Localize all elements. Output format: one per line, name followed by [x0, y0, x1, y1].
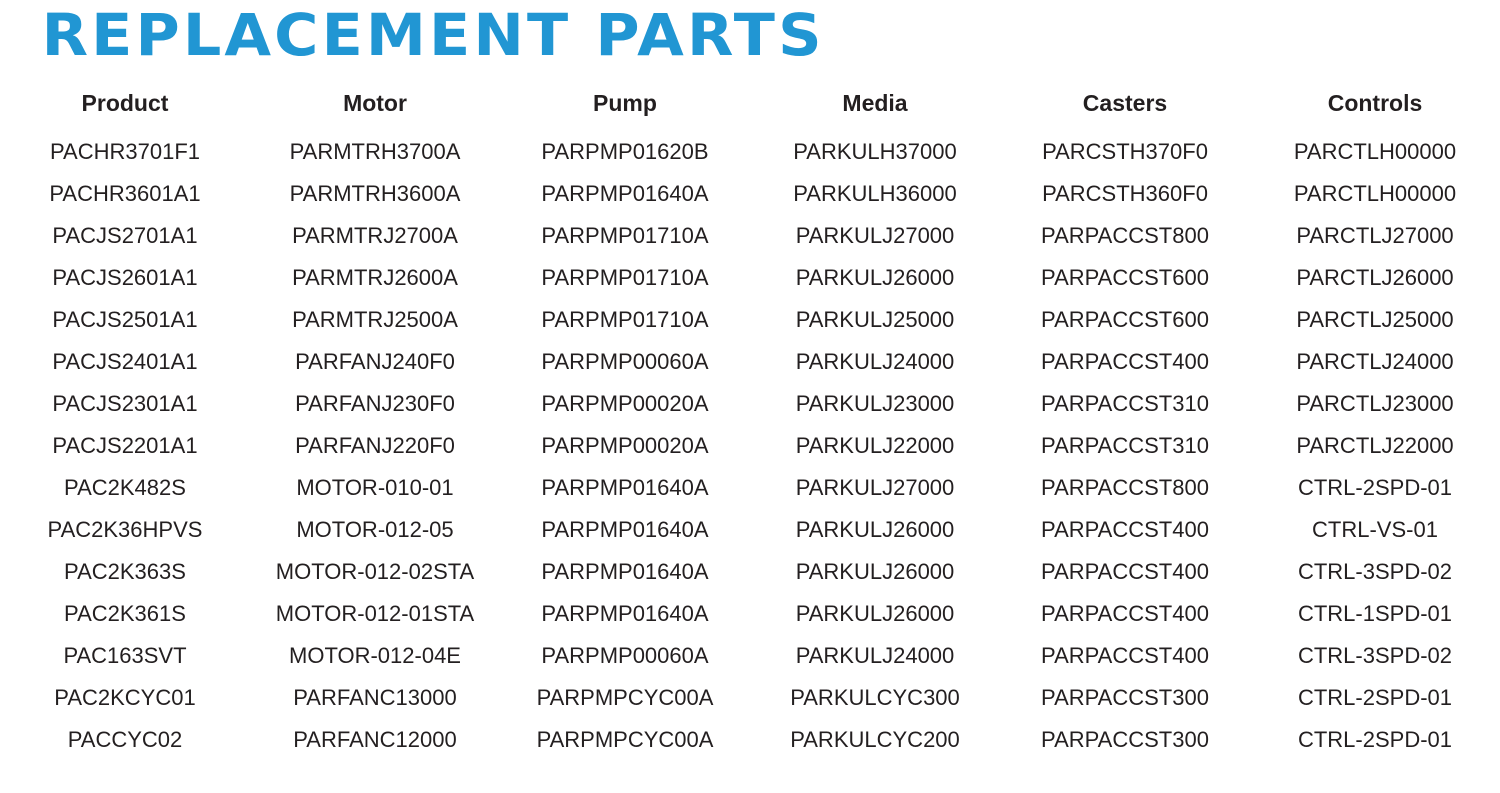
- cell-controls: PARCTLH00000: [1293, 181, 1457, 206]
- cell-motor: PARFANJ240F0: [295, 349, 455, 374]
- cell-product: PACJS2401A1: [52, 349, 198, 374]
- cell-casters: PARPACCST400: [1041, 559, 1209, 584]
- cell-controls: PARCTLJ27000: [1296, 223, 1454, 248]
- cell-casters: PARPACCST400: [1041, 601, 1209, 626]
- cell-casters: PARPACCST310: [1041, 433, 1209, 458]
- table-row: [0, 257, 1500, 299]
- table-row: [0, 215, 1500, 257]
- cell-motor: MOTOR-012-02STA: [275, 559, 475, 584]
- replacement-parts-table: [0, 84, 1500, 761]
- cell-motor: PARMTRJ2700A: [292, 223, 458, 248]
- cell-media: PARKULH36000: [793, 181, 957, 206]
- cell-product: PACJS2501A1: [52, 307, 198, 332]
- cell-product: PACJS2201A1: [52, 433, 198, 458]
- table-row: [0, 719, 1500, 761]
- cell-casters: PARPACCST400: [1041, 517, 1209, 542]
- cell-controls: PARCTLJ25000: [1296, 307, 1454, 332]
- cell-motor: PARFANJ220F0: [295, 433, 455, 458]
- cell-pump: PARPMPCYC00A: [536, 685, 714, 710]
- cell-controls: CTRL-1SPD-01: [1297, 601, 1453, 626]
- cell-pump: PARPMP01710A: [541, 307, 709, 332]
- cell-casters: PARPACCST400: [1041, 349, 1209, 374]
- table-row: [0, 131, 1500, 173]
- cell-pump: PARPMP00060A: [541, 349, 709, 374]
- cell-casters: PARCSTH370F0: [1042, 139, 1208, 164]
- cell-product: PACHR3701F1: [50, 139, 200, 164]
- cell-product: PACJS2601A1: [52, 265, 198, 290]
- column-header-controls: Controls: [1327, 90, 1423, 116]
- cell-media: PARKULJ24000: [795, 349, 955, 374]
- cell-motor: MOTOR-012-04E: [289, 643, 461, 668]
- cell-pump: PARPMP01640A: [541, 475, 709, 500]
- cell-casters: PARPACCST300: [1041, 685, 1209, 710]
- table-row: [0, 551, 1500, 593]
- cell-pump: PARPMP00020A: [541, 433, 709, 458]
- cell-media: PARKULJ25000: [795, 307, 955, 332]
- cell-product: PAC2K361S: [64, 601, 186, 626]
- table-row: [0, 299, 1500, 341]
- cell-motor: PARFANC12000: [293, 727, 457, 752]
- cell-media: PARKULJ26000: [795, 559, 955, 584]
- cell-controls: PARCTLJ24000: [1296, 349, 1454, 374]
- cell-pump: PARPMP00060A: [541, 643, 709, 668]
- cell-pump: PARPMP01640A: [541, 517, 709, 542]
- cell-product: PAC2KCYC01: [54, 685, 196, 710]
- cell-controls: CTRL-VS-01: [1312, 517, 1438, 542]
- cell-pump: PARPMP00020A: [541, 391, 709, 416]
- column-header-pump: Pump: [593, 90, 657, 116]
- cell-casters: PARPACCST400: [1041, 643, 1209, 668]
- cell-motor: PARMTRJ2600A: [292, 265, 458, 290]
- cell-controls: PARCTLJ26000: [1296, 265, 1454, 290]
- cell-media: PARKULH37000: [793, 139, 957, 164]
- cell-media: PARKULCYC200: [790, 727, 960, 752]
- cell-pump: PARPMP01710A: [541, 223, 709, 248]
- table-body: [0, 131, 1500, 761]
- cell-controls: CTRL-3SPD-02: [1297, 559, 1453, 584]
- table-row: [0, 383, 1500, 425]
- cell-pump: PARPMP01710A: [541, 265, 709, 290]
- cell-controls: PARCTLH00000: [1293, 139, 1457, 164]
- cell-casters: PARPACCST310: [1041, 391, 1209, 416]
- table-header-row: [0, 84, 1500, 131]
- cell-casters: PARCSTH360F0: [1042, 181, 1208, 206]
- cell-controls: CTRL-3SPD-02: [1297, 643, 1453, 668]
- cell-product: PACCYC02: [67, 727, 183, 752]
- cell-media: PARKULJ26000: [795, 601, 955, 626]
- cell-product: PACHR3601A1: [49, 181, 201, 206]
- table-row: [0, 635, 1500, 677]
- cell-motor: PARMTRJ2500A: [292, 307, 458, 332]
- cell-controls: PARCTLJ22000: [1296, 433, 1454, 458]
- table-row: [0, 173, 1500, 215]
- cell-controls: CTRL-2SPD-01: [1297, 685, 1453, 710]
- table-row: [0, 677, 1500, 719]
- column-header-media: Media: [842, 90, 908, 116]
- cell-media: PARKULJ27000: [795, 475, 955, 500]
- cell-media: PARKULCYC300: [790, 685, 960, 710]
- cell-motor: PARMTRH3600A: [289, 181, 461, 206]
- cell-motor: MOTOR-010-01: [296, 475, 454, 500]
- table-row: [0, 341, 1500, 383]
- cell-motor: MOTOR-012-01STA: [275, 601, 475, 626]
- cell-product: PACJS2301A1: [52, 391, 198, 416]
- cell-product: PAC2K36HPVS: [47, 517, 203, 542]
- table-row: [0, 509, 1500, 551]
- cell-product: PAC2K482S: [64, 475, 186, 500]
- cell-media: PARKULJ23000: [795, 391, 955, 416]
- cell-pump: PARPMP01640A: [541, 601, 709, 626]
- cell-motor: PARFANC13000: [293, 685, 457, 710]
- cell-media: PARKULJ26000: [795, 265, 955, 290]
- cell-motor: MOTOR-012-05: [296, 517, 454, 542]
- cell-casters: PARPACCST600: [1041, 265, 1209, 290]
- cell-media: PARKULJ22000: [795, 433, 955, 458]
- table-row: [0, 425, 1500, 467]
- cell-media: PARKULJ27000: [795, 223, 955, 248]
- cell-product: PACJS2701A1: [52, 223, 198, 248]
- page-title: REPLACEMENT PARTS: [41, 1, 825, 69]
- cell-casters: PARPACCST600: [1041, 307, 1209, 332]
- cell-casters: PARPACCST800: [1041, 223, 1209, 248]
- cell-casters: PARPACCST800: [1041, 475, 1209, 500]
- cell-product: PAC2K363S: [64, 559, 186, 584]
- cell-casters: PARPACCST300: [1041, 727, 1209, 752]
- table-row: [0, 593, 1500, 635]
- cell-controls: CTRL-2SPD-01: [1297, 727, 1453, 752]
- column-header-product: Product: [81, 90, 169, 116]
- cell-pump: PARPMPCYC00A: [536, 727, 714, 752]
- column-header-motor: Motor: [343, 90, 407, 116]
- column-header-casters: Casters: [1082, 90, 1168, 116]
- cell-motor: PARFANJ230F0: [295, 391, 455, 416]
- cell-media: PARKULJ26000: [795, 517, 955, 542]
- cell-media: PARKULJ24000: [795, 643, 955, 668]
- cell-product: PAC163SVT: [63, 643, 187, 668]
- cell-pump: PARPMP01620B: [541, 139, 709, 164]
- table-row: [0, 467, 1500, 509]
- cell-controls: PARCTLJ23000: [1296, 391, 1454, 416]
- cell-motor: PARMTRH3700A: [289, 139, 461, 164]
- cell-pump: PARPMP01640A: [541, 181, 709, 206]
- cell-controls: CTRL-2SPD-01: [1297, 475, 1453, 500]
- cell-pump: PARPMP01640A: [541, 559, 709, 584]
- table-header: [0, 84, 1500, 131]
